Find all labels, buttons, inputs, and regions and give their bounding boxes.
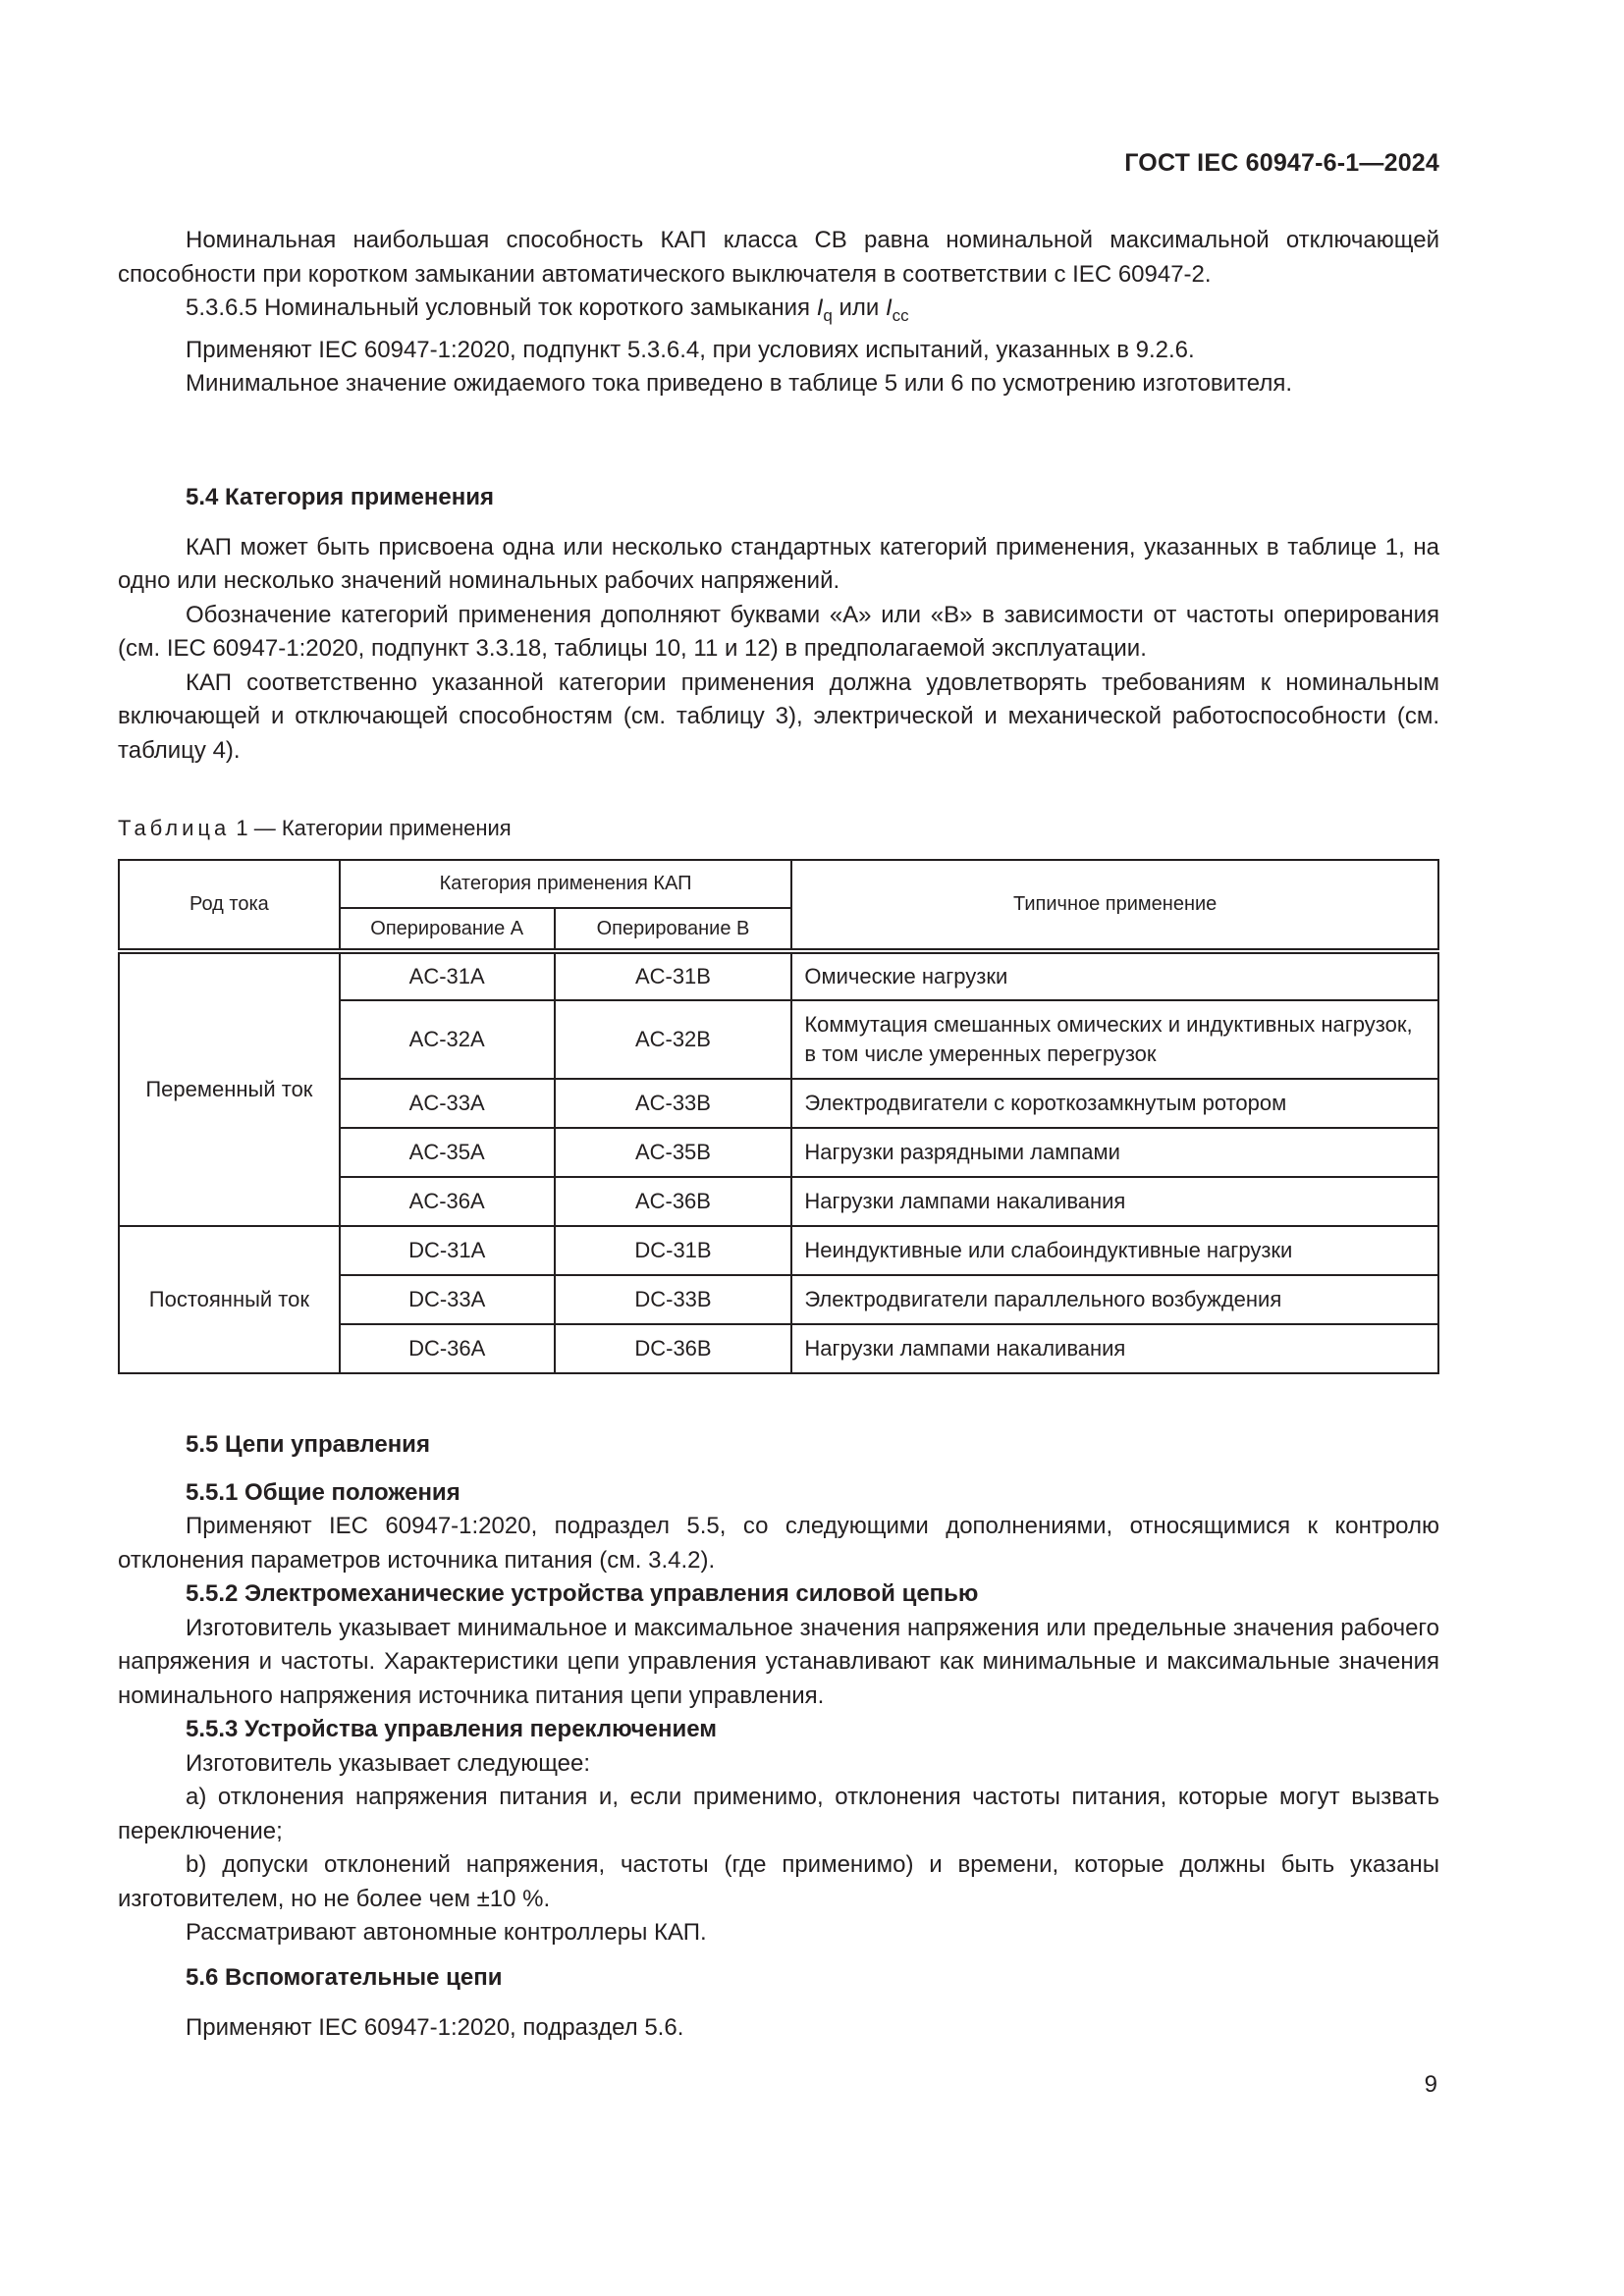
subsection-heading: 5.5.1 Общие положения: [186, 1478, 460, 1506]
list-item-a: a) отклонения напряжения питания и, если применимо, отклонения частоты питания, которые могут вызвать переключение;: [118, 1784, 1439, 1844]
cell-current-type: Постоянный ток: [119, 1226, 340, 1373]
cell-typical-use: Нагрузки лампами накаливания: [791, 1177, 1438, 1226]
header-operation-a: Оперирование А: [340, 908, 555, 951]
paragraph: КАП соответственно указанной категории применения должна удовлетворять требованиям к номинальным включающей и отключающей способностям (см. таблицу 3), электрической и механической работоспособности (см. таблицу 4).: [118, 668, 1439, 764]
table-categories: [118, 859, 1439, 1374]
header-typical-use: Типичное применение: [791, 860, 1438, 951]
section-heading: 5.4 Категория применения: [186, 484, 494, 510]
cell-category-b: DC-36B: [555, 1324, 792, 1373]
section-5-6: [118, 1961, 1439, 2045]
cell-current-type: Переменный ток: [119, 951, 340, 1226]
cell-category-a: AC-32A: [340, 1000, 555, 1079]
cell-category-a: AC-33A: [340, 1079, 555, 1128]
symbol-i: I: [886, 294, 893, 321]
clause-5-3-6-5: [118, 292, 1439, 334]
cell-category-b: AC-35B: [555, 1128, 792, 1177]
cell-category-a: AC-36A: [340, 1177, 555, 1226]
page-number: 9: [1424, 2071, 1437, 2098]
cell-category-b: AC-31B: [555, 951, 792, 1000]
cell-category-b: DC-31B: [555, 1226, 792, 1275]
paragraph: Применяют IEC 60947-1:2020, подраздел 5.6.: [186, 2013, 684, 2041]
paragraph: Изготовитель указывает следующее:: [186, 1749, 591, 1777]
table-row: [119, 1226, 1438, 1275]
paragraph: Обозначение категорий применения дополняют буквами «А» или «В» в зависимости от частоты оперирования (см. IEC 60947-1:2020, подпункт 3.3.18, таблицы 10, 11 и 12) в предполагаемой эксплуатации.: [118, 601, 1439, 662]
section-5-5: [118, 1428, 1439, 1950]
paragraph: Применяют IEC 60947-1:2020, подраздел 5.5, со следующими дополнениями, относящимися к контролю отклонения параметров источника питания (см. 3.4.2).: [118, 1513, 1439, 1574]
symbol-i: I: [816, 294, 824, 321]
paragraph: Рассматривают автономные контроллеры КАП.: [186, 1919, 707, 1946]
table-caption-title: 1 — Категории применения: [236, 816, 512, 840]
table-caption: [118, 816, 512, 841]
cell-typical-use: Омические нагрузки: [791, 951, 1438, 1000]
cell-typical-use: Электродвигатели с короткозамкнутым ротором: [791, 1079, 1438, 1128]
cell-category-b: AC-32B: [555, 1000, 792, 1079]
cell-typical-use: Неиндуктивные или слабоиндуктивные нагрузки: [791, 1226, 1438, 1275]
table-row: [119, 951, 1438, 1000]
cell-typical-use: Нагрузки лампами накаливания: [791, 1324, 1438, 1373]
table-header-row: [119, 860, 1438, 908]
cell-typical-use: Коммутация смешанных омических и индуктивных нагрузок, в том числе умеренных перегрузок: [791, 1000, 1438, 1079]
subscript-cc: cc: [892, 306, 909, 325]
paragraph: Применяют IEC 60947-1:2020, подпункт 5.3.6.4, при условиях испытаний, указанных в 9.2.6.: [186, 336, 1195, 363]
cell-category-b: AC-36B: [555, 1177, 792, 1226]
cell-category-a: DC-36A: [340, 1324, 555, 1373]
top-text-block: [118, 224, 1439, 401]
cell-category-b: AC-33B: [555, 1079, 792, 1128]
section-heading: 5.5 Цепи управления: [186, 1431, 430, 1458]
document-header: ГОСТ IEC 60947-6-1—2024: [1124, 149, 1439, 177]
cell-category-a: AC-31A: [340, 951, 555, 1000]
list-item-b: b) допуски отклонений напряжения, частоты (где применимо) и времени, которые должны быть указаны изготовителем, но не более чем ±10 %.: [118, 1851, 1439, 1912]
cell-typical-use: Нагрузки разрядными лампами: [791, 1128, 1438, 1177]
cell-typical-use: Электродвигатели параллельного возбуждения: [791, 1275, 1438, 1324]
paragraph: КАП может быть присвоена одна или несколько стандартных категорий применения, указанных в таблице 1, на одно или несколько значений номинальных рабочих напряжений.: [118, 533, 1439, 594]
cell-category-b: DC-33B: [555, 1275, 792, 1324]
section-heading: 5.6 Вспомогательные цепи: [186, 1964, 503, 1991]
header-operation-b: Оперирование В: [555, 908, 792, 951]
table-caption-label: Таблица: [118, 816, 231, 840]
paragraph: Минимальное значение ожидаемого тока приведено в таблице 5 или 6 по усмотрению изготовителя.: [186, 370, 1293, 397]
cell-category-a: DC-31A: [340, 1226, 555, 1275]
cell-category-a: DC-33A: [340, 1275, 555, 1324]
paragraph: Номинальная наибольшая способность КАП класса СВ равна номинальной максимальной отключающей способности при коротком замыкании автоматического выключателя в соответствии с IEC 60947-2.: [118, 227, 1439, 288]
subsection-heading: 5.5.2 Электромеханические устройства управления силовой цепью: [186, 1580, 979, 1607]
header-category-group: Категория применения КАП: [340, 860, 792, 908]
subscript-q: q: [823, 306, 833, 325]
paragraph: Изготовитель указывает минимальное и максимальное значения напряжения или предельные значения рабочего напряжения и частоты. Характеристики цепи управления устанавливают как минимальные и максимальные значения номинального напряжения источника питания цепи управления.: [118, 1614, 1439, 1709]
subsection-heading: 5.5.3 Устройства управления переключением: [186, 1716, 717, 1742]
header-current-type: Род тока: [119, 860, 340, 951]
clause-text: 5.3.6.5 Номинальный условный ток короткого замыкания: [186, 294, 817, 321]
cell-category-a: AC-35A: [340, 1128, 555, 1177]
section-5-4: [118, 481, 1439, 768]
clause-or: или: [832, 294, 886, 321]
